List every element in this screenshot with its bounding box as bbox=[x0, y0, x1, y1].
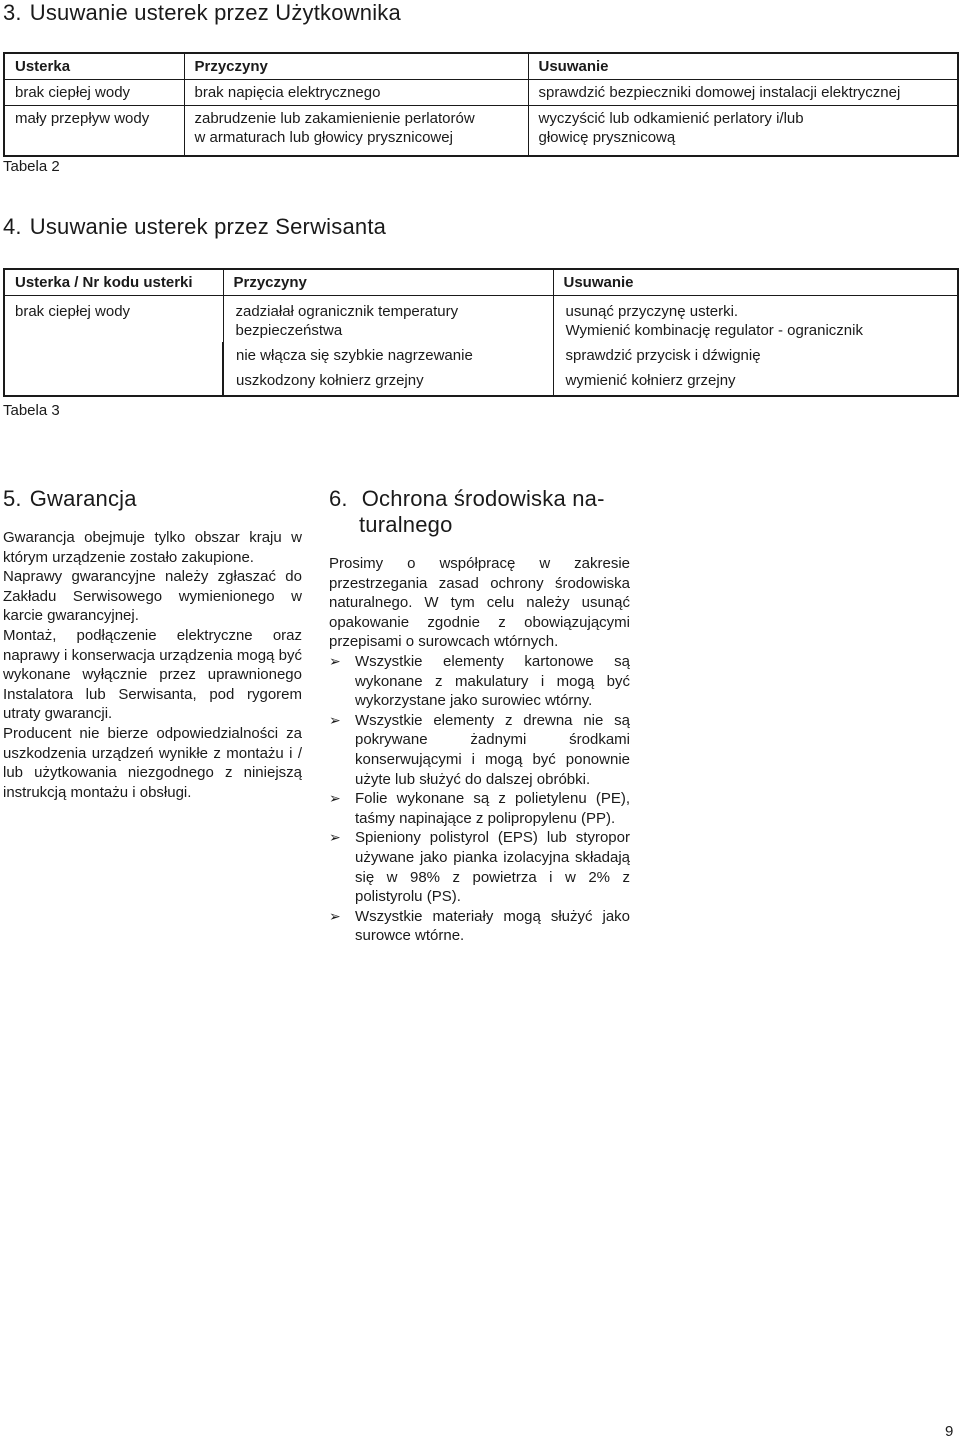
cell-remedy: wymienić kołnierz grzejny bbox=[553, 367, 958, 396]
table-caption: Tabela 2 bbox=[3, 158, 60, 175]
arrow-right-icon: ➢ bbox=[329, 711, 341, 728]
header-remedy: Usuwanie bbox=[553, 269, 958, 296]
warranty-text bbox=[3, 528, 302, 802]
section-4-heading bbox=[3, 214, 386, 240]
page-number: 9 bbox=[945, 1423, 954, 1440]
cell-fault: brak ciepłej wody bbox=[4, 80, 184, 106]
arrow-right-icon: ➢ bbox=[329, 907, 341, 924]
header-fault-code: Usterka / Nr kodu usterki bbox=[4, 269, 223, 296]
header-fault: Usterka bbox=[4, 53, 184, 80]
user-troubleshooting-table bbox=[3, 52, 959, 157]
table-header-row bbox=[4, 53, 958, 80]
section-number: 6. bbox=[329, 486, 348, 511]
table-header-row bbox=[4, 269, 958, 296]
cell-fault: mały przepływ wody bbox=[4, 106, 184, 157]
section-5-heading bbox=[3, 486, 137, 512]
table-row bbox=[4, 80, 958, 106]
header-causes: Przyczyny bbox=[184, 53, 528, 80]
table-row bbox=[4, 296, 958, 343]
cell-cause: uszkodzony kołnierz grzejny bbox=[223, 367, 553, 396]
section-6-heading bbox=[329, 486, 605, 538]
paragraph: Prosimy o współpracę w zakresie przestrzegania zasad ochrony środowiska naturalnego. W tym celu należy usunąć opakowanie zgodnie z obowiązującymi przepisami o surowcach wtórnych. bbox=[329, 555, 630, 651]
section-title: Gwarancja bbox=[29, 486, 137, 511]
section-number: 5. bbox=[3, 486, 22, 511]
paragraph: Producent nie bierze odpowiedzialności za uszkodzenia urządzeń wynikłe z montażu i / lub użytkowania niezgodnego z niniejszą instrukcją montażu i obsługi. bbox=[3, 724, 302, 801]
cell-remedy: sprawdzić przycisk i dźwignię bbox=[553, 342, 958, 367]
cell-fault: brak ciepłej wody bbox=[4, 296, 223, 397]
cell-cause: brak napięcia elektrycznego bbox=[184, 80, 528, 106]
list-item: ➢ Wszystkie materiały mogą służyć jako surowce wtórne. bbox=[329, 907, 630, 945]
cell-remedy: usunąć przyczynę usterki. Wymienić kombinację regulator - ogranicznik bbox=[553, 296, 958, 343]
paragraph: Naprawy gwarancyjne należy zgłaszać do Zakładu Serwisowego wymienionego w karcie gwarancyjnej. bbox=[3, 568, 302, 625]
cell-cause: nie włącza się szybkie nagrzewanie bbox=[223, 342, 553, 367]
section-3-heading bbox=[3, 0, 401, 26]
recycling-list bbox=[329, 652, 630, 946]
environment-text bbox=[329, 554, 630, 946]
cell-remedy: sprawdzić bezpieczniki domowej instalacji elektrycznej bbox=[528, 80, 958, 106]
arrow-right-icon: ➢ bbox=[329, 790, 341, 807]
paragraph: Gwarancja obejmuje tylko obszar kraju w którym urządzenie zostało zakupione. bbox=[3, 529, 302, 566]
section-title-line-2: turalnego bbox=[359, 512, 453, 537]
section-number: 4. bbox=[3, 214, 22, 239]
paragraph: Montaż, podłączenie elektryczne oraz naprawy i konserwacja urządzenia mogą być wykonane wyłącznie przez uprawnionego Instalatora lub Serwisanta, pod rygorem utraty gwarancji. bbox=[3, 626, 302, 723]
cell-cause: zabrudzenie lub zakamienienie perlatorów w armaturach lub głowicy prysznicowej bbox=[184, 106, 528, 157]
list-item: ➢ Wszystkie elementy kartonowe są wykonane z makulatury i mogą być wykorzystane jako surowiec wtórny. bbox=[329, 652, 630, 710]
arrow-right-icon: ➢ bbox=[329, 829, 341, 846]
list-item: ➢ Folie wykonane są z polietylenu (PE), taśmy napinające z polipropylenu (PP). bbox=[329, 790, 630, 827]
arrow-right-icon: ➢ bbox=[329, 652, 341, 669]
cell-cause: zadziałał ogranicznik temperatury bezpieczeństwa bbox=[223, 296, 553, 343]
header-causes: Przyczyny bbox=[223, 269, 553, 296]
list-item: ➢ Spieniony polistyrol (EPS) lub styropor używane jako pianka izolacyjna składają się w 98% z powietrza i w 2% z polistyrolu (PS). bbox=[329, 829, 630, 906]
table-caption: Tabela 3 bbox=[3, 402, 60, 419]
section-title: Usuwanie usterek przez Serwisanta bbox=[29, 214, 387, 239]
header-remedy: Usuwanie bbox=[528, 53, 958, 80]
section-title: Usuwanie usterek przez Użytkownika bbox=[29, 0, 401, 25]
section-title-line-1: Ochrona środowiska na- bbox=[361, 486, 605, 511]
list-item: ➢ Wszystkie elementy z drewna nie są pokrywane żadnymi środkami konserwującymi i mogą być ponownie użyte lub służyć do dalszej obróbki. bbox=[329, 711, 630, 788]
service-troubleshooting-table bbox=[3, 268, 959, 397]
section-number: 3. bbox=[3, 0, 22, 25]
table-row bbox=[4, 106, 958, 157]
cell-remedy: wyczyścić lub odkamienić perlatory i/lub głowicę prysznicową bbox=[528, 106, 958, 157]
